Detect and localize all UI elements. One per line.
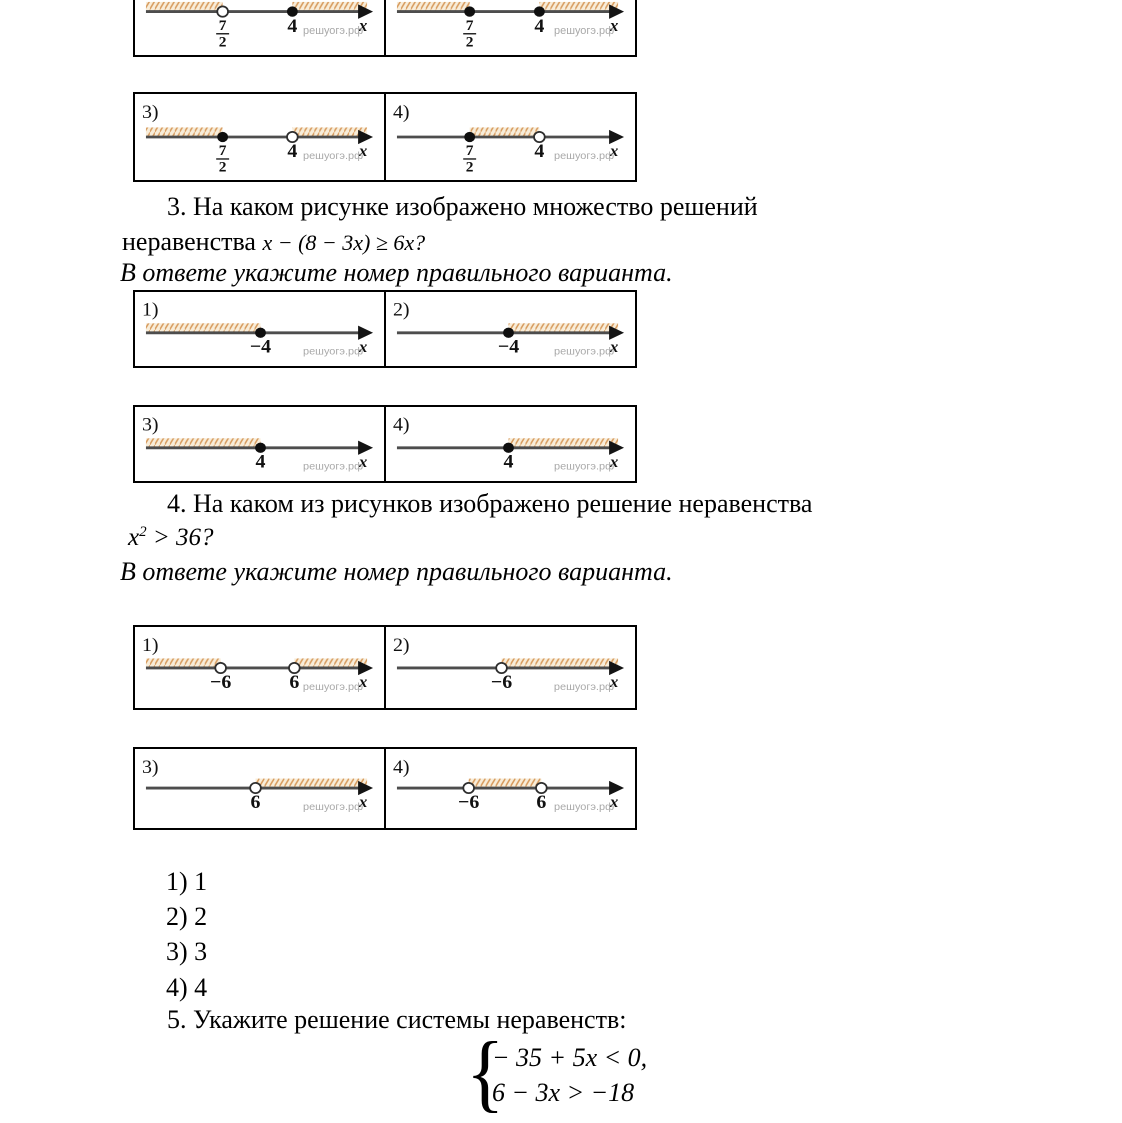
fraction-numerator: 7 xyxy=(218,17,227,34)
option-number-label: 3) xyxy=(141,415,159,436)
hatch-segment xyxy=(502,658,619,667)
fraction-denominator: 2 xyxy=(218,33,227,51)
watermark: решуогэ.рф xyxy=(302,345,364,358)
axis-label-x: x xyxy=(358,672,368,691)
hatch-segment xyxy=(397,2,470,11)
fraction-numerator: 7 xyxy=(465,143,474,160)
watermark: решуогэ.рф xyxy=(302,460,364,473)
q4-note: В ответе укажите номер правильного варианта. xyxy=(120,557,673,586)
fraction-denominator: 2 xyxy=(465,159,474,176)
watermark: решуогэ.рф xyxy=(554,24,615,37)
system-inequality-1: − 35 + 5x < 0, xyxy=(492,1043,648,1072)
q4-formula-exponent: 2 xyxy=(139,524,147,540)
option-number-label: 2) xyxy=(392,300,410,321)
option-number-label: 3) xyxy=(141,102,159,123)
axis-label-x: x xyxy=(358,141,368,161)
fig-row-q2-options-3-4-box-3 xyxy=(135,94,386,180)
point-label: 4 xyxy=(534,141,545,162)
hatch-segment xyxy=(146,438,261,447)
axis-label-x: x xyxy=(358,452,368,471)
hatch-segment xyxy=(470,127,540,136)
hatch-segment xyxy=(469,779,542,788)
watermark: решуогэ.рф xyxy=(302,681,364,693)
hatch-segment xyxy=(146,2,223,11)
point-label: 4 xyxy=(287,141,298,162)
q4-formula-rest: > 36? xyxy=(146,524,214,551)
point-label: −6 xyxy=(209,672,232,693)
option-number-label: 4) xyxy=(392,102,410,123)
option-number-label: 2) xyxy=(392,635,410,656)
point-label: −4 xyxy=(249,337,272,358)
point-label: 4 xyxy=(287,16,298,37)
hatch-segment xyxy=(292,2,367,11)
watermark: решуогэ.рф xyxy=(553,345,615,358)
fig-row-q2-options-1-2 xyxy=(133,0,637,57)
point-closed xyxy=(464,132,475,142)
hatch-segment xyxy=(146,127,223,136)
watermark: решуогэ.рф xyxy=(303,24,364,37)
point-label: −6 xyxy=(490,672,513,693)
watermark: решуогэ.рф xyxy=(303,150,364,162)
fig-row-q4-options-1-2 xyxy=(133,625,637,710)
point-label: 4 xyxy=(534,16,545,37)
hatch-segment xyxy=(256,779,368,788)
option-number-label: 3) xyxy=(141,757,159,778)
fig-row-q3-options-1-2-box-1 xyxy=(135,292,386,366)
number-line-diagram xyxy=(386,94,635,180)
q5-heading: 5. Укажите решение системы неравенств: xyxy=(167,1005,627,1034)
hatch-segment xyxy=(539,2,618,11)
fraction-numerator: 7 xyxy=(218,143,227,160)
number-line-diagram xyxy=(135,94,384,180)
point-label: 4 xyxy=(255,452,266,473)
answer-option-2: 2) 2 xyxy=(166,902,208,931)
q3-text-line2 xyxy=(122,227,425,257)
number-line-diagram xyxy=(135,407,384,481)
axis-label-x: x xyxy=(358,16,368,35)
q3-text-line1: 3. На каком рисунке изображено множество решений xyxy=(167,192,758,221)
number-line-diagram xyxy=(135,0,384,55)
fig-row-q3-options-3-4-box-4 xyxy=(386,407,635,481)
fig-row-q4-options-1-2-box-2 xyxy=(386,627,635,708)
option-number-label: 4) xyxy=(392,757,410,778)
number-line-diagram xyxy=(386,749,635,828)
fig-row-q3-options-1-2 xyxy=(133,290,637,368)
axis-label-x: x xyxy=(609,337,619,356)
answer-option-3: 3) 3 xyxy=(166,937,208,966)
hatch-segment xyxy=(292,127,367,136)
watermark: решуогэ.рф xyxy=(554,150,615,162)
axis-label-x: x xyxy=(609,452,619,471)
point-label: −6 xyxy=(458,792,480,813)
fig-row-q3-options-1-2-box-2 xyxy=(386,292,635,366)
q3-formula: x − (8 − 3x) ≥ 6x? xyxy=(262,230,426,255)
axis-label-x: x xyxy=(609,792,619,811)
hatch-segment xyxy=(509,438,619,447)
watermark: решуогэ.рф xyxy=(553,681,615,693)
answer-option-4: 4) 4 xyxy=(166,973,208,1002)
fig-row-q3-options-3-4 xyxy=(133,405,637,483)
axis-label-x: x xyxy=(609,16,619,35)
watermark: решуогэ.рф xyxy=(553,460,615,473)
number-line-diagram xyxy=(135,749,384,828)
fig-row-q2-options-3-4 xyxy=(133,92,637,182)
q4-text-line1: 4. На каком из рисунков изображено решение неравенства xyxy=(167,489,813,518)
system-inequality-2: 6 − 3x > −18 xyxy=(492,1078,635,1107)
watermark: решуогэ.рф xyxy=(554,801,615,813)
system-brace: { xyxy=(466,1025,505,1121)
number-line-diagram xyxy=(386,292,635,366)
point-closed xyxy=(217,132,228,142)
hatch-segment xyxy=(146,323,261,332)
number-line-diagram xyxy=(386,407,635,481)
number-line-diagram xyxy=(386,627,635,708)
hatch-segment xyxy=(509,323,619,332)
fig-row-q2-options-1-2-box-1 xyxy=(135,0,386,55)
hatch-segment xyxy=(146,658,221,667)
watermark: решуогэ.рф xyxy=(303,801,364,813)
q4-formula xyxy=(128,522,213,553)
hatch-segment xyxy=(294,658,367,667)
q3-line2-prefix: неравенства xyxy=(122,227,263,256)
point-label: −4 xyxy=(497,337,520,358)
option-number-label: 1) xyxy=(141,300,159,321)
axis-label-x: x xyxy=(358,792,368,811)
point-label: 6 xyxy=(289,672,300,693)
point-label: 6 xyxy=(250,792,261,813)
fig-row-q2-options-1-2-box-2 xyxy=(386,0,635,55)
axis-label-x: x xyxy=(609,141,619,161)
number-line-diagram xyxy=(386,0,635,55)
point-label: 4 xyxy=(503,452,514,473)
fraction-denominator: 2 xyxy=(218,159,227,176)
q3-note: В ответе укажите номер правильного варианта. xyxy=(120,258,673,287)
number-line-diagram xyxy=(135,292,384,366)
fig-row-q2-options-3-4-box-4 xyxy=(386,94,635,180)
point-open xyxy=(217,6,228,16)
fig-row-q4-options-3-4-box-4 xyxy=(386,749,635,828)
fraction-numerator: 7 xyxy=(465,17,474,34)
point-label: 6 xyxy=(536,792,547,813)
fig-row-q4-options-1-2-box-1 xyxy=(135,627,386,708)
option-number-label: 4) xyxy=(392,415,410,436)
fig-row-q3-options-3-4-box-3 xyxy=(135,407,386,481)
axis-label-x: x xyxy=(358,337,368,356)
fig-row-q4-options-3-4 xyxy=(133,747,637,830)
option-number-label: 1) xyxy=(141,635,159,656)
number-line-diagram xyxy=(135,627,384,708)
q4-formula-base: x xyxy=(128,524,140,551)
axis-label-x: x xyxy=(609,672,619,691)
point-closed xyxy=(464,6,475,16)
answer-option-1: 1) 1 xyxy=(166,867,208,896)
fig-row-q4-options-3-4-box-3 xyxy=(135,749,386,828)
fraction-denominator: 2 xyxy=(465,33,474,51)
